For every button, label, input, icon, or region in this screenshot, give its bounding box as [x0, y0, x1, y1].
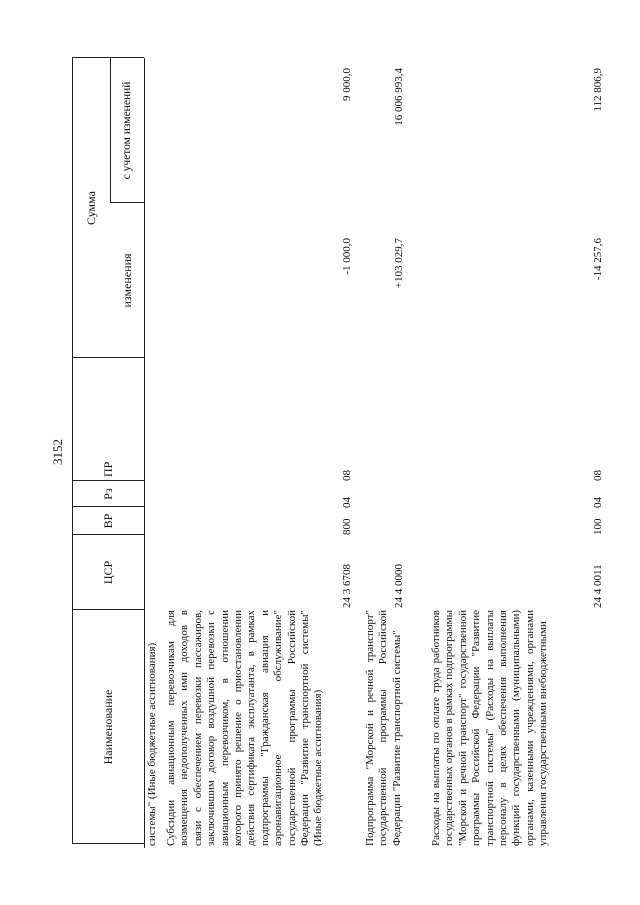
- page-number: 3152: [50, 439, 65, 465]
- row-3-name: Расходы на выплаты по оплате труда работников государственных органов в рамках подпрограммы "Морской и речной транспорт" государственной программы Российской Федерации "Развитие транспортной системы" (Расходы на выплаты персоналу в целях обеспечения выполнения функций государственными (муниципальными) органами, казенными учреждениями, органами управления государственными внебюджетными: [430, 610, 550, 846]
- header-csr: ЦСР: [100, 560, 115, 585]
- header-sum: Сумма: [83, 191, 98, 225]
- header-rz: Рз: [100, 488, 115, 500]
- row-2-name: Подпрограмма "Морской и речной транспорт" государственной программы Российской Федерации "Развитие транспортной системы": [364, 610, 403, 846]
- header-vr: ВР: [100, 513, 115, 529]
- header-name: Наименование: [100, 689, 115, 765]
- row-1-csr: 24 3 6708: [341, 564, 353, 608]
- row-3-total: 112 806,9: [592, 68, 604, 112]
- row-2-csr: 24 4 0000: [393, 564, 405, 608]
- row-3-vr: 100: [592, 518, 604, 535]
- row-1-pr: 08: [341, 470, 353, 481]
- row-0-name: системы" (Иные бюджетные ассигнования): [146, 642, 158, 846]
- header-bottom-border: [144, 58, 145, 848]
- row-1-name: Субсидии авиационным перевозчикам для возмещения недополученных ими доходов в связи с обеспечением перевозки пассажиров, заключившим договор воздушной перевозки с авиационным перевозчиком, в отношении которого принято решение о приостановлении действия сертификата эксплуатанта, в рамках подпрограммы "Гражданская авиация и аэронавигационное обслуживание" государственной программы Российской Федерации "Развитие транспортной системы" (Иные бюджетные ассигнования): [165, 610, 325, 846]
- row-1-change: -1 000,0: [341, 238, 353, 275]
- row-3-rz: 04: [592, 497, 604, 508]
- header-pr: ПР: [100, 461, 115, 477]
- budget-table: [72, 58, 618, 848]
- row-3-pr: 08: [592, 470, 604, 481]
- row-2-total: 16 006 993,4: [393, 68, 405, 126]
- row-1-total: 9 000,0: [341, 68, 353, 101]
- row-1-vr: 800: [341, 518, 353, 535]
- header-with-changes: с учетом изменений: [121, 81, 133, 180]
- header-changes: изменения: [119, 253, 134, 308]
- row-3-csr: 24 4 0011: [592, 564, 604, 608]
- row-1-rz: 04: [341, 497, 353, 508]
- row-2-change: +103 029,7: [393, 238, 405, 289]
- row-3-change: -14 257,6: [592, 238, 604, 281]
